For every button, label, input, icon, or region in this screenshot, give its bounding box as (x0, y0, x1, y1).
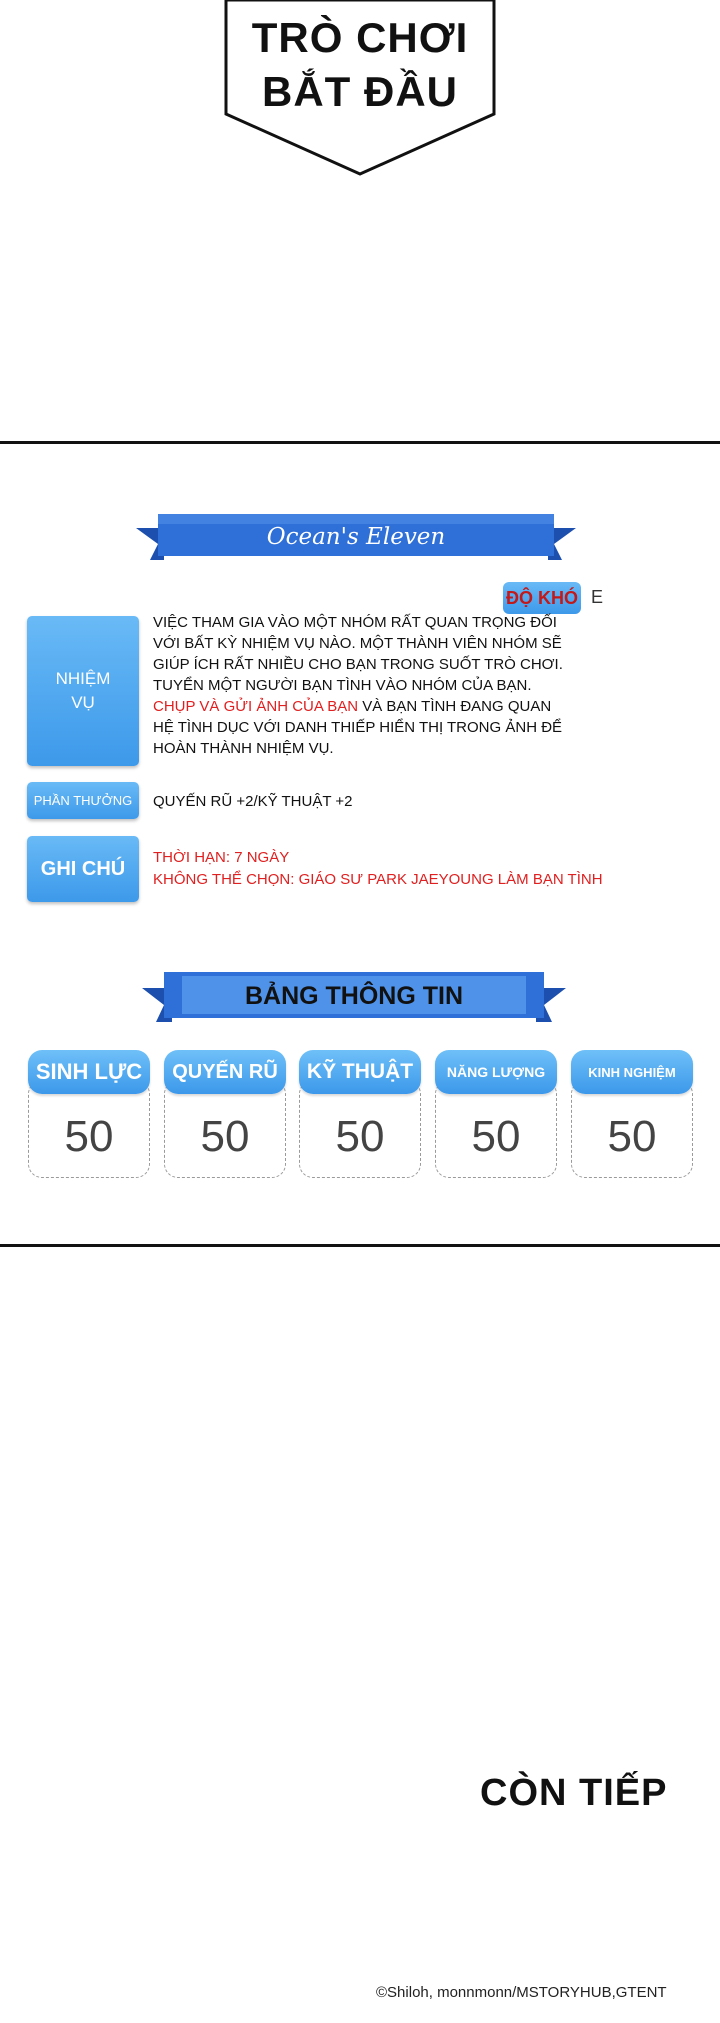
stat-label: KỸ THUẬT (299, 1050, 421, 1094)
stat-label: QUYẾN RŨ (164, 1050, 286, 1094)
notes-label-box (27, 836, 139, 902)
caption-line-1: TRÒ CHƠI (251, 14, 469, 61)
reward-text: QUYẾN RŨ +2/KỸ THUẬT +2 (153, 793, 353, 810)
stat-value: 50 (471, 1112, 521, 1161)
stat-energy (435, 1050, 557, 1178)
difficulty-value: E (591, 587, 604, 607)
stat-label: SINH LỰC (28, 1050, 150, 1094)
to-be-continued-text: CÒN TIẾP (480, 1772, 668, 1814)
stat-value: 50 (607, 1112, 657, 1161)
mission-text-highlight: CHỤP VÀ GỬI ẢNH CỦA BẠN (153, 698, 359, 715)
reward-label: PHẦN THƯỞNG (33, 793, 133, 808)
caption-line-2: BẮT ĐẦU (262, 68, 458, 115)
mission-text-part-2: VÀ BẠN TÌNH ĐANG QUAN HỆ TÌNH DỤC VỚI DANH THIẾP HIỂN THỊ TRONG ẢNH ĐỂ HOÀN THÀNH NHIỆM VỤ. (153, 698, 563, 757)
info-ribbon (142, 968, 566, 1028)
notes-line-2: KHÔNG THỂ CHỌN: GIÁO SƯ PARK JAEYOUNG LÀM BẠN TÌNH (153, 871, 603, 888)
stat-label: KINH NGHIỆM (571, 1050, 693, 1094)
mission-label-box (27, 616, 139, 766)
reward-label-box (27, 782, 139, 819)
copyright-text: ©Shiloh, monnmonn/MSTORYHUB,GTENT (376, 1984, 667, 2001)
mission-description (153, 612, 573, 759)
stat-technique (299, 1050, 421, 1178)
mission-label-line-1: NHIỆM (55, 669, 111, 688)
difficulty-badge: ĐỘ KHÓ (503, 582, 581, 614)
mission-text-part-1: VIỆC THAM GIA VÀO MỘT NHÓM RẤT QUAN TRỌNG ĐỐI VỚI BẤT KỲ NHIỆM VỤ NÀO. MỘT THÀNH VIÊN NHÓM SẼ GIÚP ÍCH RẤT NHIỀU CHO BẠN TRONG SUỐT TRÒ CHƠI. TUYỂN MỘT NGƯỜI BẠN TÌNH VÀO NHÓM CỦA BẠN. (153, 614, 563, 694)
notes-line-1: THỜI HẠN: 7 NGÀY (153, 849, 290, 866)
stat-stamina (28, 1050, 150, 1178)
stat-value: 50 (64, 1112, 114, 1161)
stat-value: 50 (200, 1112, 250, 1161)
mission-ribbon-title: Ocean's Eleven (266, 524, 446, 550)
mission-label-line-2: VỤ (71, 693, 95, 712)
mission-ribbon (136, 510, 576, 570)
stat-experience (571, 1050, 693, 1178)
panel-bottom-divider (0, 1244, 720, 1247)
notes-label: GHI CHÚ (40, 857, 126, 880)
chapter-caption-box (224, 0, 496, 176)
stat-charm (164, 1050, 286, 1178)
info-ribbon-title: BẢNG THÔNG TIN (244, 982, 464, 1010)
stat-value: 50 (335, 1112, 385, 1161)
panel-top-divider (0, 441, 720, 444)
stat-label: NĂNG LƯỢNG (435, 1050, 557, 1094)
